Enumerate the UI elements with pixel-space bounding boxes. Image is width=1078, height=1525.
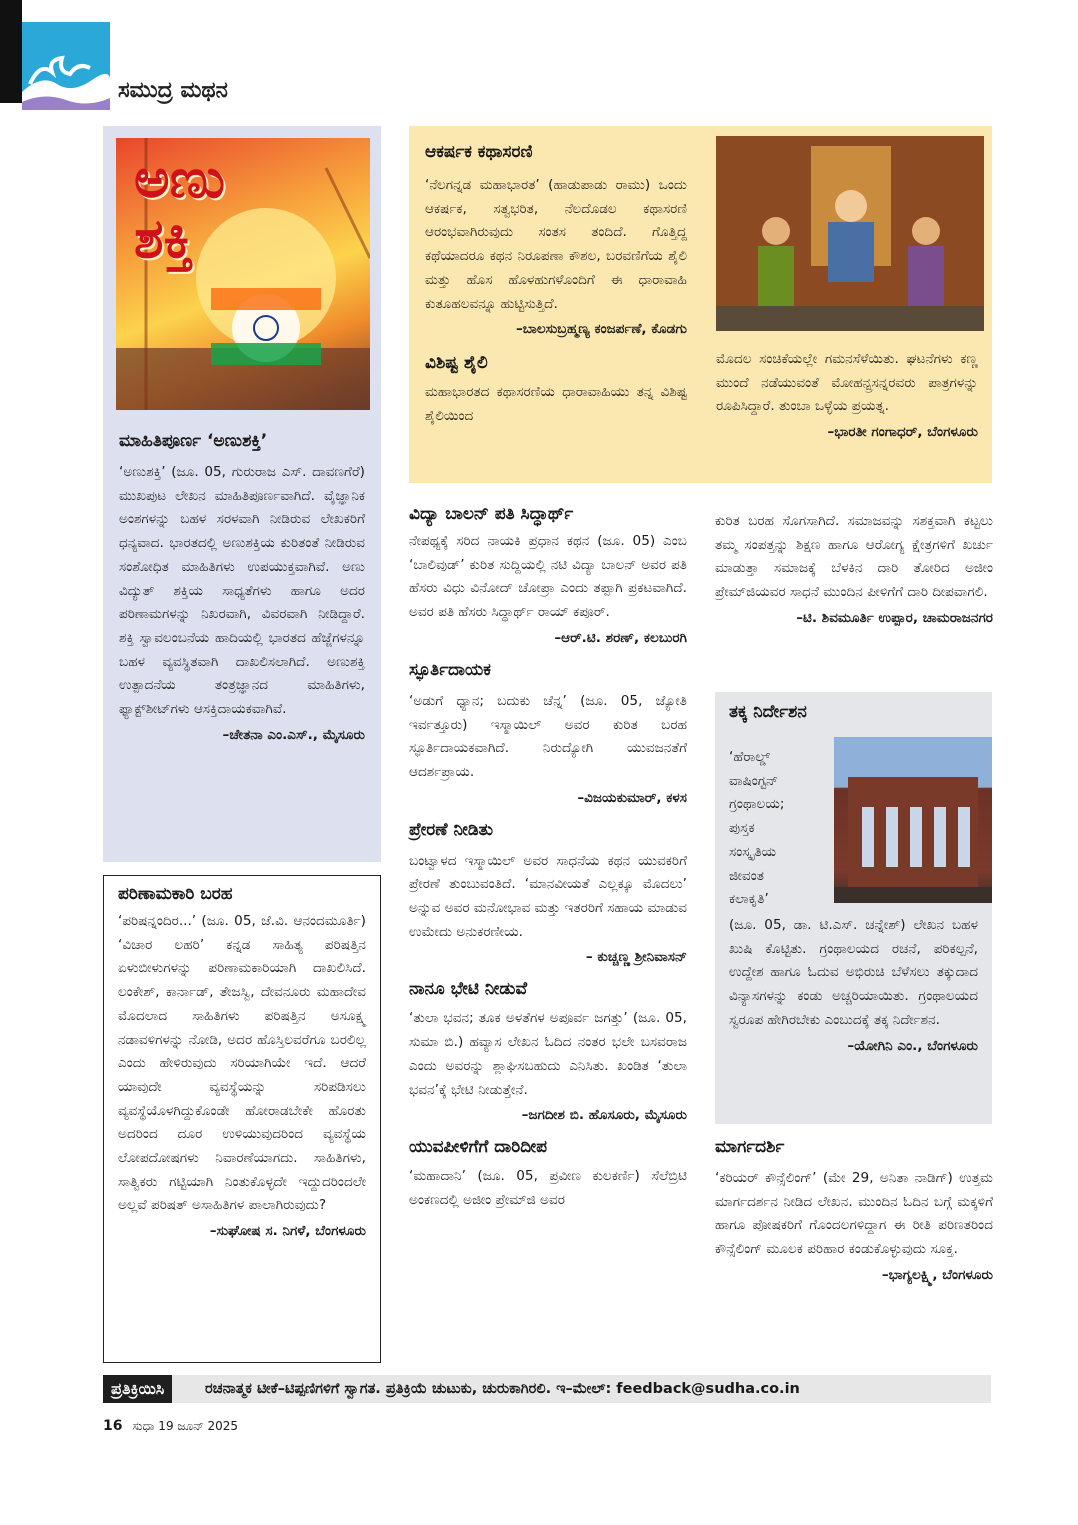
feedback-text: ರಚನಾತ್ಮಕ ಟೀಕೆ–ಟಿಪ್ಪಣಿಗಳಿಗೆ ಸ್ವಾಗತ. ಪ್ರತಿಕ್ರಿಯೆ ಚುಟುಕು, ಚುರುಕಾಗಿರಲಿ. ಇ–ಮೇಲ್: feedback@sudha.co.in: [205, 1381, 800, 1397]
letter-signature: –ಟಿ. ಶಿವಮೂರ್ತಿ ಉಪ್ಪಾರ, ಚಾಮರಾಜನಗರ: [796, 609, 993, 626]
letter-parinam: [103, 875, 381, 1363]
letter-signature: –ಜಗದೀಶ ಬಿ. ಹೊಸೂರು, ಮೈಸೂರು: [521, 1107, 687, 1124]
yellow-box-mahabharata: [409, 126, 992, 483]
library-photo: [834, 737, 992, 903]
right-column: [715, 510, 993, 630]
letter-sphurti: [409, 658, 687, 810]
letter-heading: ಪ್ರೇರಣೆ ನೀಡಿತು: [409, 819, 493, 840]
mahabharata-illustration: [716, 136, 984, 331]
letter-heading: ವಿಶಿಷ್ಟ ಶೈಲಿ: [425, 353, 488, 374]
middle-column: [409, 502, 687, 1213]
publication-date: ಸುಧಾ 19 ಜೂನ್ 2025: [132, 1419, 239, 1433]
letter-heading: ನಾನೂ ಭೇಟಿ ನೀಡುವೆ: [409, 979, 528, 1000]
letter-signature: –ಯೋಗಿನಿ ಎಂ., ಬೆಂಗಳೂರು: [847, 1037, 978, 1054]
takka-line: ಗ್ರಂಥಾಲಯ;: [729, 796, 785, 813]
feedback-label: ಪ್ರತಿಕ್ರಿಯಿಸಿ: [103, 1375, 172, 1403]
letter-heading: ಮಾರ್ಗದರ್ಶಿ: [715, 1137, 785, 1157]
letter-heading: ವಿದ್ಯಾ ಬಾಲನ್ ಪತಿ ಸಿದ್ಧಾರ್ಥ್: [409, 504, 574, 524]
letter-body: ನೇಪಥ್ಯಕ್ಕೆ ಸರಿದ ನಾಯಕಿ ಪ್ರಧಾನ ಕಥನ (ಜೂ. 05) ಎಂಬ ‘ಬಾಲಿವುಡ್’ ಕುರಿತ ಸುದ್ದಿಯಲ್ಲಿ ನಟಿ ವಿದ್ಯಾ ಬಾಲನ್ ಅವರ ಪತಿ ಹೆಸರು ವಿಧು ವಿನೋದ್ ಚೋಪ್ರಾ ಎಂದು ತಪ್ಪಾಗಿ ಪ್ರಕಟವಾಗಿದೆ. ಅವರ ಪತಿ ಹೆಸರು ಸಿದ್ಧಾರ್ಥ್ ರಾಯ್ ಕಪೂರ್.: [409, 533, 687, 621]
anushakti-cover-image: [116, 138, 370, 410]
letter-signature: –ಆರ್.ಟಿ. ಶರಣ್, ಕಲಬುರಗಿ: [554, 629, 687, 646]
letter-prerane: [409, 818, 687, 970]
letter-body: ‘ಅಣುಶಕ್ತಿ’ (ಜೂ. 05, ಗುರುರಾಜ ಎಸ್. ದಾವಣಗೆರೆ) ಮುಖಪುಟ ಲೇಖನ ಮಾಹಿತಿಪೂರ್ಣವಾಗಿದೆ. ವೈಜ್ಞಾನಿಕ ಅಂಶಗಳನ್ನು ಬಹಳ ಸರಳವಾಗಿ ನೀಡಿರುವ ಲೇಖಕರಿಗೆ ಧನ್ಯವಾದ. ಭಾರತದಲ್ಲಿ ಅಣುಶಕ್ತಿಯ ಕುರಿತಂತೆ ನೀಡಿರುವ ಸಂಶೋಧಿತ ಮಾಹಿತಿಗಳು ಉಪಯುಕ್ತವಾಗಿವೆ. ಅಣು ವಿದ್ಯುತ್ ಶಕ್ತಿಯ ಸಾಧ್ಯತೆಗಳು ಹಾಗೂ ಅದರ ಪರಿಣಾಮಗಳನ್ನು ನಿಖರವಾಗಿ, ವಿವರವಾಗಿ ನೀಡಿದ್ದಾರೆ. ಶಕ್ತಿ ಸ್ವಾವಲಂಬನೆಯ ಹಾದಿಯಲ್ಲಿ ಭಾರತದ ಹೆಜ್ಜೆಗಳನ್ನೂ ಬಹಳ ವ್ಯವಸ್ಥಿತವಾಗಿ ದಾಖಲಿಸಲಾಗಿದೆ. ಅಣುಶಕ್ತಿ ಉತ್ಪಾದನೆಯ ತಂತ್ರಜ್ಞಾನದ ಮಾಹಿತಿಗಳು, ಫ್ಯಾಕ್ಟ್‌ಶೀಟ್‌ಗಳು ಆಸಕ್ತಿದಾಯಕವಾಗಿವೆ.: [119, 464, 365, 718]
letter-vidya: [409, 502, 687, 650]
letter-signature: –ಸುಘೋಷ ಸ. ನಿಗಳೆ, ಬೆಂಗಳೂರು: [209, 1223, 366, 1240]
letter-signature: –ಚೇತನಾ ಎಂ.ಎಸ್., ಮೈಸೂರು: [222, 726, 365, 743]
cover-title-line-2: ಶಕ್ತಿ: [134, 206, 194, 270]
takka-line: ಸಂಸ್ಕೃತಿಯ: [729, 843, 777, 860]
page-number: 16: [103, 1418, 123, 1434]
letter-heading: ಮಾಹಿತಿಪೂರ್ಣ ‘ಅಣುಶಕ್ತಿ’: [119, 431, 268, 451]
takka-line: ‘ಹೆರಾಲ್ಡ್: [729, 749, 771, 765]
cover-title-line-1: ಅಣು: [134, 146, 226, 210]
takka-line: ವಾಷಿಂಗ್ಟನ್: [729, 772, 779, 789]
page-footer: [103, 1418, 238, 1434]
letter-signature: –ಬಾಲಸುಬ್ರಹ್ಮಣ್ಯ ಕಂಜರ್ಪಣೆ, ಕೊಡಗು: [515, 321, 687, 338]
letter-body-continued: ಕುರಿತ ಬರಹ ಸೊಗಸಾಗಿದೆ. ಸಮಾಜವನ್ನು ಸಶಕ್ತವಾಗಿ ಕಟ್ಟಲು ತಮ್ಮ ಸಂಪತ್ತನ್ನು ಶಿಕ್ಷಣ ಹಾಗೂ ಆರೋಗ್ಯ ಕ್ಷೇತ್ರಗಳಿಗೆ ಖರ್ಚು ಮಾಡುತ್ತಾ ಸಮಾಜಕ್ಕೆ ಬೆಳಕಿನ ದಾರಿ ತೋರಿದ ಅಜೀಂ ಪ್ರೇಮ್‌ಜಿಯವರ ಸಾಧನೆ ಮುಂದಿನ ಪೀಳಿಗೆಗೆ ದಾರಿ ದೀಪವಾಗಲಿ.: [715, 513, 993, 601]
letter-yuva: [409, 1135, 687, 1212]
takka-line: ಕಲಾಕೃತಿ’: [729, 891, 769, 908]
letter-body: ‘ಅಡುಗೆ ಧ್ಯಾನ; ಬದುಕು ಚೆನ್ನ’ (ಜೂ. 05, ಜ್ಯೋತಿ ಇರ್ವತ್ತೂರು) ಇಸ್ಮಾಯಿಲ್ ಅವರ ಕುರಿತ ಬರಹ ಸ್ಫೂರ್ತಿದಾಯಕವಾಗಿದೆ. ನಿರುದ್ಯೋಗಿ ಯುವಜನತೆಗೆ ಆದರ್ಶಪ್ರಾಯ.: [409, 692, 687, 780]
letter-signature: –ಭಾಗ್ಯಲಕ್ಷ್ಮಿ, ಬೆಂಗಳೂರು: [881, 1266, 993, 1283]
feedback-banner: [103, 1375, 991, 1403]
letter-margadarshi: [715, 1135, 993, 1287]
letter-anushakti: [103, 126, 381, 862]
wave-logo-icon: [22, 22, 110, 110]
letter-signature: –ವಿಜಯಕುಮಾರ್, ಕಳಸ: [577, 789, 687, 806]
letter-body: ಮಹಾಭಾರತದ ಕಥಾಸರಣಿಯ ಧಾರಾವಾಹಿಯು ತನ್ನ ವಿಶಿಷ್ಟ ಶೈಲಿಯಿಂದ: [425, 384, 687, 424]
letter-body: ‘ಮಹಾದಾನಿ’ (ಜೂ. 05, ಪ್ರವೀಣ ಕುಲಕರ್ಣಿ) ಸೆಲೆಬ್ರಿಟಿ ಅಂಕಣದಲ್ಲಿ ಅಜೀಂ ಪ್ರೇಮ್‌ಜಿ ಅವರ: [409, 1168, 687, 1208]
letter-heading: ಯುವಪೀಳಿಗೆಗೆ ದಾರಿದೀಪ: [409, 1137, 547, 1158]
letter-takka: [715, 692, 992, 1124]
cover-title: [134, 148, 225, 268]
letter-body: ಬಂಟ್ವಾಳದ ಇಸ್ಮಾಯಿಲ್ ಅವರ ಸಾಧನೆಯ ಕಥನ ಯುವಕರಿಗೆ ಪ್ರೇರಣೆ ತುಂಬುವಂತಿದೆ. ‘ಮಾನವೀಯತೆ ಎಲ್ಲಕ್ಕೂ ಮೊದಲು’ ಅನ್ನುವ ಅವರ ಮನೋಭಾವ ಮತ್ತು ಇತರರಿಗೆ ಸಹಾಯ ಮಾಡುವ ಉಮೇದು ಅನುಕರಣೀಯ.: [409, 852, 687, 940]
letter-bheti: [409, 977, 687, 1127]
letter-signature: –ಭಾರತೀ ಗಂಗಾಧರ್, ಬೆಂಗಳೂರು: [827, 424, 978, 441]
letter-heading: ಆಕರ್ಷಕ ಕಥಾಸರಣಿ: [425, 142, 533, 162]
letter-body-continued: ಮೊದಲ ಸಂಚಿಕೆಯಲ್ಲೇ ಗಮನಸೆಳೆಯಿತು. ಘಟನೆಗಳು ಕಣ್ಣ ಮುಂದೆ ನಡೆಯುವಂತೆ ಮೋಹನ್ಪ್ರಸನ್ನರವರು ಪಾತ್ರಗಳನ್ನು ರೂಪಿಸಿದ್ದಾರೆ. ತುಂಬಾ ಒಳ್ಳೆಯ ಪ್ರಯತ್ನ.: [716, 351, 978, 415]
letter-body: (ಜೂ. 05, ಡಾ. ಟಿ.ಎಸ್. ಚನ್ನೇಶ್) ಲೇಖನ ಬಹಳ ಖುಷಿ ಕೊಟ್ಟಿತು. ಗ್ರಂಥಾಲಯದ ರಚನೆ, ಪರಿಕಲ್ಪನೆ, ಉದ್ದೇಶ ಹಾಗೂ ಓದುವ ಅಭಿರುಚಿ ಬೆಳೆಸಲು ತಕ್ಕುದಾದ ವಿನ್ಯಾಸಗಳನ್ನು ಕಂಡು ಅಚ್ಚರಿಯಾಯಿತು. ಗ್ರಂಥಾಲಯದ ಸ್ವರೂಪ ಹೇಗಿರಬೇಕು ಎಂಬುದಕ್ಕೆ ತಕ್ಕ ನಿರ್ದೇಶನ.: [729, 917, 978, 1028]
letter-body: ‘ನೆಲಗನ್ನಡ ಮಹಾಭಾರತ’ (ಹಾಡುಪಾಡು ರಾಮು) ಒಂದು ಆಕರ್ಷಕ, ಸತ್ವಭರಿತ, ನೆಲದೊಡಲ ಕಥಾಸರಣಿ ಆರಂಭವಾಗಿರುವುದು ಸಂತಸ ತಂದಿದೆ. ಗೊತ್ತಿದ್ದ ಕಥೆಯಾದರೂ ಕಥನ ನಿರೂಪಣಾ ಕೌಶಲ, ಬರವಣಿಗೆಯ ಶೈಲಿ ಮತ್ತು ಹೊಸ ಹೊಳಹುಗಳೊಂದಿಗೆ ಈ ಧಾರಾವಾಹಿ ಕುತೂಹಲವನ್ನೂ ಹುಟ್ಟಿಸುತ್ತಿದೆ.: [425, 177, 687, 312]
header-black-bar: [0, 0, 22, 103]
letter-heading: ತಕ್ಕ ನಿರ್ದೇಶನ: [729, 702, 807, 722]
letter-heading: ಸ್ಫೂರ್ತಿದಾಯಕ: [409, 659, 491, 680]
letter-body: ‘ಪರಿಷನ್ನಂದಿರ...’ (ಜೂ. 05, ಜೆ.ವಿ. ಆನಂದಮೂರ್ತಿ) ‘ವಿಚಾರ ಲಹರಿ’ ಕನ್ನಡ ಸಾಹಿತ್ಯ ಪರಿಷತ್ತಿನ ಏಳುಬೀಳುಗಳನ್ನು ಪರಿಣಾಮಕಾರಿಯಾಗಿ ದಾಖಲಿಸಿದೆ. ಲಂಕೇಶ್, ಕಾರ್ನಾಡ್, ತೇಜಸ್ವಿ, ದೇವನೂರು ಮಹಾದೇವ ಮೊದಲಾದ ಸಾಹಿತಿಗಳು ಪರಿಷತ್ತಿನ ಅಸೂಕ್ಷ್ಮ ನಡಾವಳಿಗಳನ್ನು ನೋಡಿ, ಅದರ ಹೊಸ್ತಿಲವರೆಗೂ ಬರಲಿಲ್ಲ ಎಂದು ಹೇಳಿರುವುದು ಸರಿಯಾಗಿಯೇ ಇದೆ. ಆದರೆ ಯಾವುದೇ ವ್ಯವಸ್ಥೆಯನ್ನು ಸರಿಪಡಿಸಲು ವ್ಯವಸ್ಥೆಯೊಳಗಿದ್ದುಕೊಂಡೇ ಹೋರಾಡಬೇಕೇ ಹೊರತು ಅದರಿಂದ ದೂರ ಉಳಿಯುವುದರಿಂದ ವ್ಯವಸ್ಥೆಯ ಲೋಪದೋಷಗಳು ನಿವಾರಣೆಯಾಗದು. ಸಾಹಿತಿಗಳು, ಸಾತ್ವಿಕರು ಗಟ್ಟಿಯಾಗಿ ನಿಂತುಕೊಳ್ಳದೇ ಇದ್ದುದರಿಂದಲೇ ಅಲ್ಲವೆ ಪರಿಷತ್ ಅಸಾಹಿತಿಗಳ ಪಾಲಾಗಿರುವುದು?: [118, 913, 366, 1214]
letter-body: ‘ಕರಿಯರ್ ಕೌನ್ಸೆಲಿಂಗ್’ (ಮೇ 29, ಅನಿತಾ ನಾಡಿಗ್) ಉತ್ತಮ ಮಾರ್ಗದರ್ಶನ ನೀಡಿದ ಲೇಖನ. ಮುಂದಿನ ಓದಿನ ಬಗ್ಗೆ ಮಕ್ಕಳಿಗೆ ಹಾಗೂ ಪೋಷಕರಿಗೆ ಗೊಂದಲಗಳಿದ್ದಾಗ ಈ ರೀತಿ ಪರಿಣತರಿಂದ ಕೌನ್ಸೆಲಿಂಗ್ ಮೂಲಕ ಪರಿಹಾರ ಕಂಡುಕೊಳ್ಳುವುದು ಸೂಕ್ತ.: [715, 1170, 993, 1258]
takka-line: ಜೀವಂತ: [729, 867, 765, 884]
section-title: ಸಮುದ್ರ ಮಥನ: [118, 78, 228, 103]
takka-line: ಪುಸ್ತಕ: [729, 820, 755, 837]
letter-body: ‘ತುಲಾ ಭವನ; ತೂಕ ಅಳತೆಗಳ ಅಪೂರ್ವ ಜಗತ್ತು’ (ಜೂ. 05, ಸುಮಾ ಬಿ.) ಹವ್ಯಾಸ ಲೇಖನ ಓದಿದ ನಂತರ ಭಲೇ ಬಸವರಾಜ ಎಂದು ಅವರನ್ನು ಶ್ಲಾಘಿಸಬಹುದು ಎನಿಸಿತು. ಖಂಡಿತ ‘ತುಲಾ ಭವನ’ಕ್ಕೆ ಭೇಟಿ ನೀಡುತ್ತೇನೆ.: [409, 1010, 687, 1098]
letter-heading: ಪರಿಣಾಮಕಾರಿ ಬರಹ: [118, 884, 233, 904]
letter-signature: – ಕುಚ್ಚಣ್ಣ ಶ್ರೀನಿವಾಸನ್: [585, 949, 687, 966]
